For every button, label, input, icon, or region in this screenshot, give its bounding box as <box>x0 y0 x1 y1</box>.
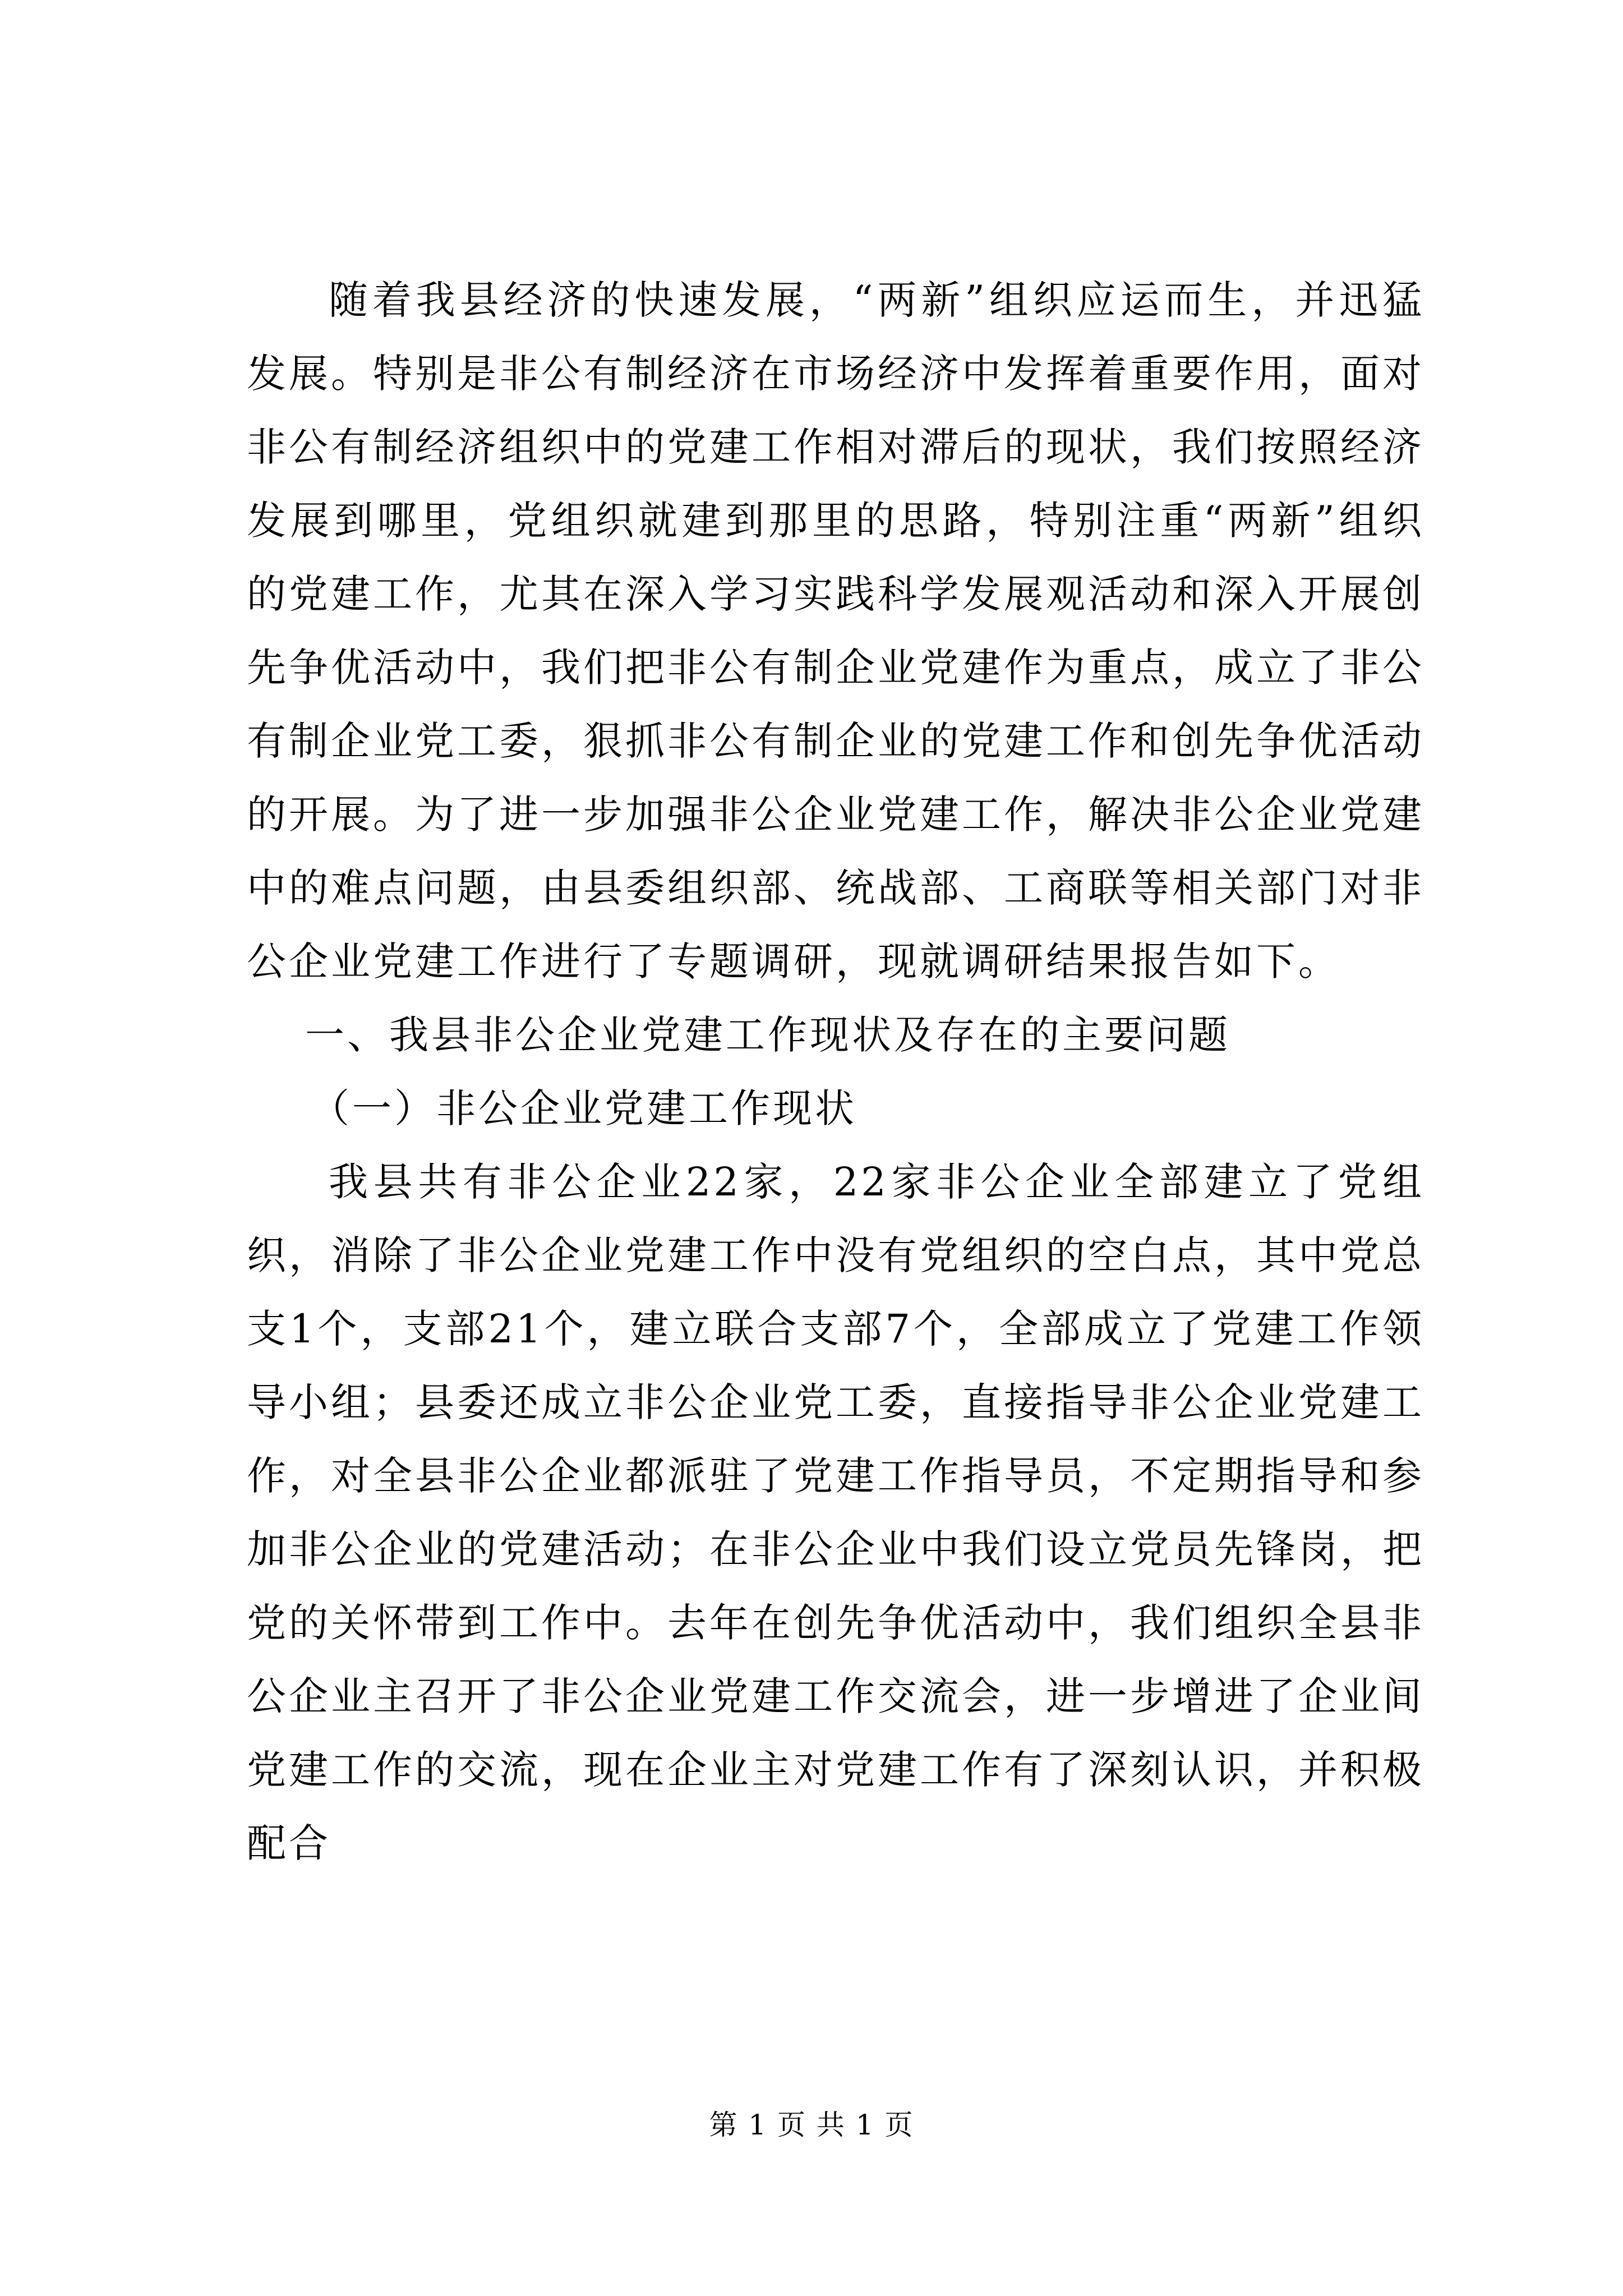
section-heading: 一、我县非公企业党建工作现状及存在的主要问题 <box>305 1012 1230 1058</box>
document-body <box>247 264 1424 1880</box>
intro-paragraph: 随着我县经济的快速发展，“两新”组织应运而生，并迅猛发展。特别是非公有制经济在市场经济中发挥着重要作用，面对非公有制经济组织中的党建工作相对滞后的现状，我们按照经济发展到哪里，党组织就建到那里的思路，特别注重“两新”组织的党建工作，尤其在深入学习实践科学发展观活动和深入开展创先争优活动中，我们把非公有制企业党建作为重点，成立了非公有制企业党工委，狠抓非公有制企业的党建工作和创先争优活动的开展。为了进一步加强非公企业党建工作，解决非公企业党建中的难点问题，由县委组织部、统战部、工商联等相关部门对非公企业党建工作进行了专题调研，现就调研结果报告如下。 <box>247 277 1424 984</box>
page-footer: 第 1 页 共 1 页 <box>709 2109 914 2141</box>
subsection-heading: （一）非公企业党建工作现状 <box>310 1085 857 1131</box>
status-paragraph: 我县共有非公企业22家，22家非公企业全部建立了党组织，消除了非公企业党建工作中没有党组织的空白点，其中党总支1个，支部21个，建立联合支部7个，全部成立了党建工作领导小组；县委还成立非公企业党工委，直接指导非公企业党建工作，对全县非公企业都派驻了党建工作指导员，不定期指导和参加非公企业的党建活动；在非公企业中我们设立党员先锋岗，把党的关怀带到工作中。去年在创先争优活动中，我们组织全县非公企业主召开了非公企业党建工作交流会，进一步增进了企业间党建工作的交流，现在企业主对党建工作有了深刻认识，并积极配合 <box>247 1159 1424 1866</box>
